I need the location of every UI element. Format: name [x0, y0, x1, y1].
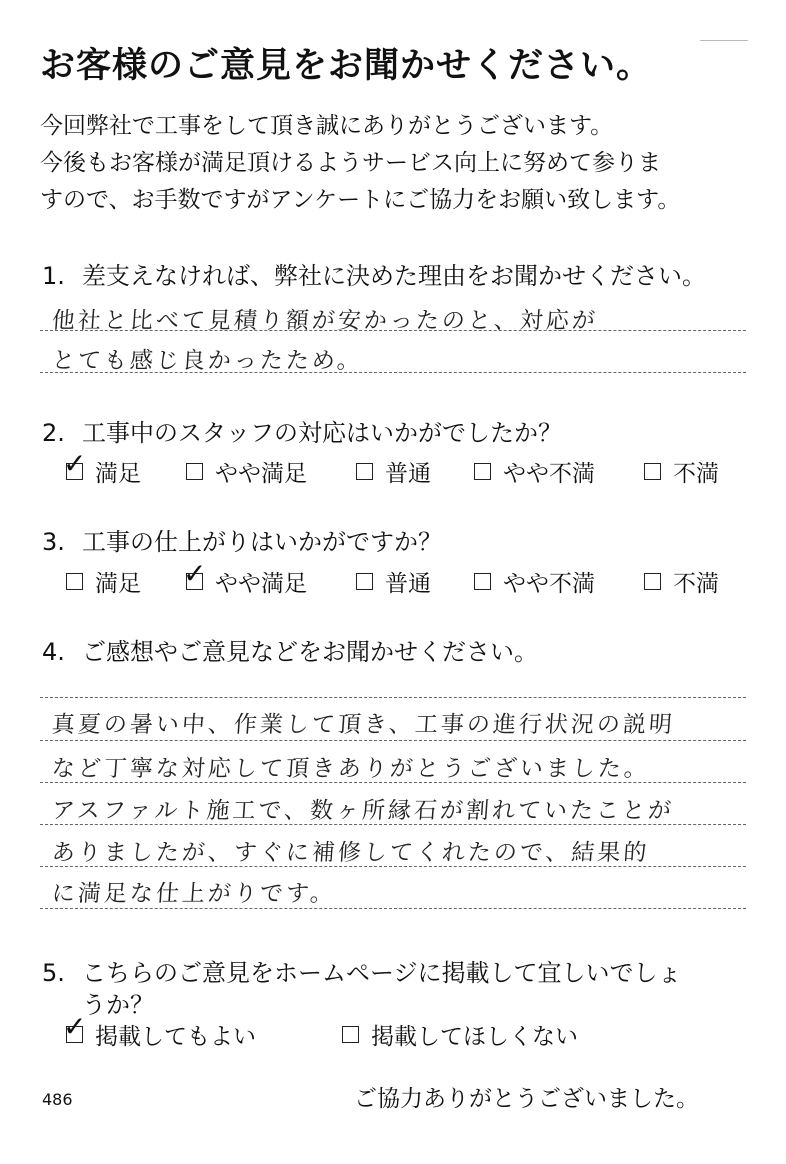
- answer-rule: [40, 866, 746, 867]
- option-label: やや不満: [503, 571, 595, 597]
- checkbox[interactable]: [63, 447, 87, 480]
- answer-rule: [40, 824, 746, 825]
- question-text: 工事中のスタッフの対応はいかがでしたか？: [82, 419, 562, 447]
- intro-line: すので、お手数ですがアンケートにご協力をお願い致します。: [40, 187, 681, 213]
- checkbox[interactable]: [644, 573, 661, 590]
- option-label: やや満足: [215, 461, 307, 487]
- option-satisfied[interactable]: [63, 447, 141, 488]
- option-label: 普通: [385, 571, 431, 597]
- question-text: 工事の仕上がりはいかがですか？: [82, 528, 442, 556]
- option-do-not-publish[interactable]: [342, 1018, 578, 1051]
- answer-rule: [40, 782, 746, 783]
- option-label: やや満足: [215, 571, 307, 597]
- check-mark-icon: ✓: [63, 447, 87, 480]
- option-dissatisfied[interactable]: [644, 565, 719, 598]
- answer-rule: [40, 372, 746, 373]
- option-dissatisfied[interactable]: [644, 455, 719, 488]
- question-text: ご感想やご意見などをお聞かせください。: [82, 638, 538, 666]
- check-mark-icon: ✓: [63, 1010, 87, 1043]
- question-number: 1.: [42, 262, 65, 290]
- question-5-continued: うか？: [82, 991, 154, 1019]
- question-5: [42, 953, 682, 988]
- option-label: 普通: [385, 461, 431, 487]
- option-ok-to-publish[interactable]: [63, 1010, 256, 1051]
- checkbox[interactable]: [342, 1026, 359, 1043]
- question-number: 5.: [42, 959, 65, 987]
- option-somewhat-satisfied[interactable]: [186, 455, 307, 488]
- option-neutral[interactable]: [356, 565, 431, 598]
- q1-answer-line: とても感じ良かったため。: [50, 348, 364, 374]
- option-label: やや不満: [503, 461, 595, 487]
- intro-text: [40, 108, 760, 219]
- option-somewhat-dissatisfied[interactable]: [474, 455, 595, 488]
- option-somewhat-dissatisfied[interactable]: [474, 565, 595, 598]
- checkbox[interactable]: [356, 463, 373, 480]
- option-label: 満足: [95, 571, 141, 597]
- question-number: 3.: [42, 528, 65, 556]
- checkbox[interactable]: [356, 573, 373, 590]
- q4-answer-line: ありましたが、すぐに補修してくれたので、結果的: [50, 840, 651, 866]
- checkbox[interactable]: [66, 573, 83, 590]
- intro-line: 今回弊社で工事をして頂き誠にありがとうございます。: [40, 113, 614, 139]
- check-mark-icon: ✓: [183, 557, 207, 590]
- question-2: [42, 413, 562, 448]
- answer-rule: [40, 908, 746, 909]
- q1-answer-line: 他社と比べて見積り額が安かったのと、対応が: [50, 308, 599, 334]
- thanks-message: ご協力ありがとうございました。: [354, 1086, 699, 1112]
- page-title: お客様のご意見をお聞かせください。: [40, 46, 653, 86]
- checkbox[interactable]: [474, 463, 491, 480]
- checkbox[interactable]: [63, 1010, 87, 1043]
- question-1: [42, 256, 706, 291]
- page-number: 486: [42, 1090, 73, 1109]
- checkbox[interactable]: [186, 463, 203, 480]
- checkbox[interactable]: [644, 463, 661, 480]
- q4-answer-line: など丁寧な対応して頂きありがとうございました。: [50, 756, 651, 782]
- option-neutral[interactable]: [356, 455, 431, 488]
- option-label: 掲載してもよい: [95, 1024, 256, 1050]
- question-text: 差支えなければ、弊社に決めた理由をお聞かせください。: [82, 262, 706, 290]
- q4-answer-line: アスファルト施工で、数ヶ所縁石が割れていたことが: [50, 798, 675, 824]
- option-label: 不満: [673, 461, 719, 487]
- q4-answer-line: 真夏の暑い中、作業して頂き、工事の進行状況の説明: [50, 712, 676, 738]
- answer-rule: [40, 330, 746, 331]
- question-text: こちらのご意見をホームページに掲載して宜しいでしょ: [82, 959, 682, 987]
- option-label: 不満: [673, 571, 719, 597]
- option-satisfied[interactable]: [66, 565, 141, 598]
- answer-rule: [40, 697, 746, 698]
- question-4: [42, 632, 538, 667]
- checkbox[interactable]: [474, 573, 491, 590]
- option-somewhat-satisfied[interactable]: [183, 557, 307, 598]
- q4-answer-line: に満足な仕上がりです。: [50, 881, 337, 907]
- checkbox[interactable]: [183, 557, 207, 590]
- intro-line: 今後もお客様が満足頂けるようサービス向上に努めて参りま: [40, 150, 661, 176]
- option-label: 掲載してほしくない: [371, 1024, 578, 1050]
- answer-rule: [40, 740, 746, 741]
- question-number: 2.: [42, 419, 65, 447]
- question-number: 4.: [42, 638, 65, 666]
- question-3: [42, 522, 442, 557]
- option-label: 満足: [95, 461, 141, 487]
